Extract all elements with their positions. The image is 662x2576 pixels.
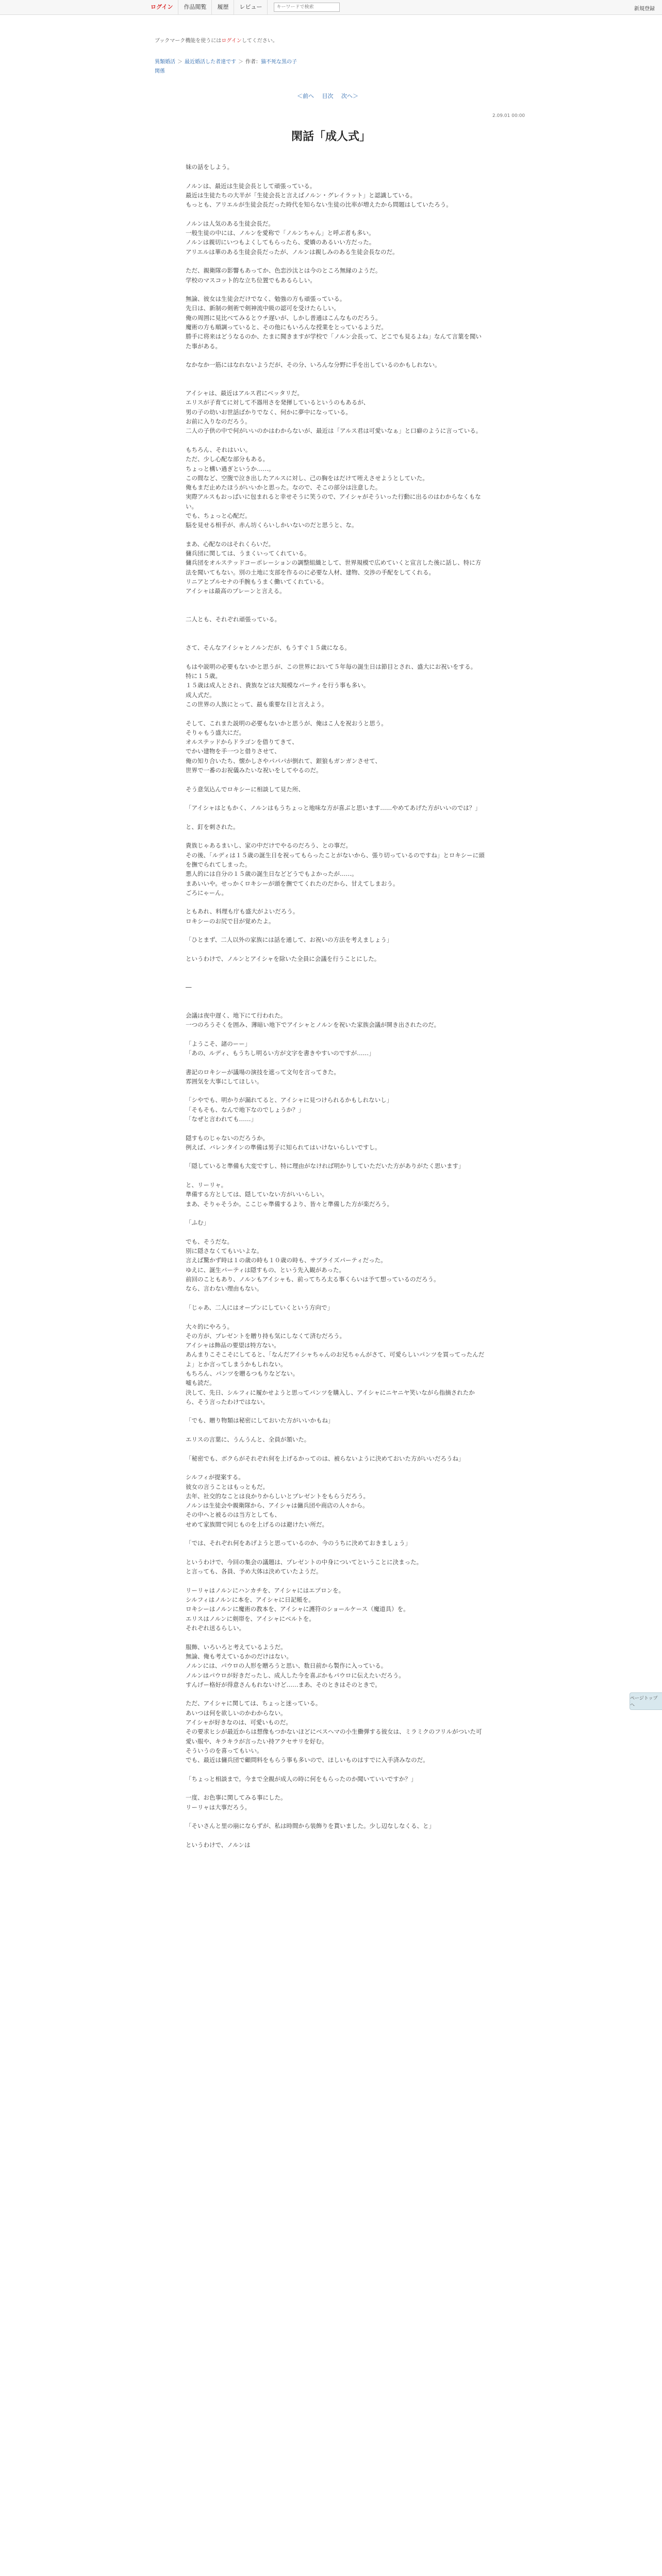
- body-paragraph: まあ、心配なのはそれくらいだ。: [186, 540, 275, 548]
- body-paragraph: [186, 1029, 485, 1039]
- body-paragraph: [186, 709, 485, 718]
- body-paragraph: 前回のこともあり、ノルンもアイシャも、前ってちろ太る事くらいは予て想っているのだろう。: [186, 1276, 440, 1283]
- body-paragraph: 会議は夜中遅く、地下にて行われた。: [186, 1011, 287, 1019]
- body-paragraph: ノルンは生徒会や親衛隊から、アイシャは傭兵団や商店の人々から。: [186, 1502, 369, 1510]
- body-paragraph: リーリャは大事だろう。: [186, 1803, 251, 1811]
- body-paragraph: この間など、空腹で泣き出したアルスに対し、己の胸をはだけて咥えさせようとしていた。: [186, 474, 428, 482]
- body-paragraph: 「シやでも、明かりが漏れてると、アイシャに見つけられるかもしれないし」: [186, 1096, 393, 1104]
- register-link[interactable]: 新規登録: [634, 6, 655, 12]
- body-paragraph: [186, 794, 485, 803]
- body-paragraph: [186, 812, 485, 822]
- body-paragraph: すんげー格好が得意さんもれないけど……まあ、そのときはそのときで。: [186, 1681, 381, 1688]
- body-paragraph: 無論、俺も考えているかのだけはない。: [186, 1652, 292, 1660]
- body-paragraph: ノルンは人気のある生徒会長だ。: [186, 219, 274, 227]
- body-paragraph: [186, 1444, 485, 1453]
- body-paragraph: あいつは何を欲しいのかわからない。: [186, 1709, 287, 1717]
- body-paragraph: [186, 605, 485, 615]
- body-paragraph: 「そいさんと里の崩にならずが、私は時間から装飾りを貰いました。少し辺なしなくる、と」: [186, 1822, 435, 1830]
- body-paragraph: [186, 1001, 485, 1010]
- body-paragraph: ゆえに、誕生パーティは隠すもの、という先入観があった。: [186, 1266, 345, 1274]
- body-paragraph: 去年、社交的なことは良かりからしいとプレゼントをもらうだろう。: [186, 1492, 370, 1500]
- body-paragraph: 脳を見せる相手が、赤ん坊くらいしかいないのだと思うと、な。: [186, 521, 358, 529]
- body-paragraph: でも、ちょっと心配だ。: [186, 512, 251, 519]
- body-paragraph: 「ひとまず、二人以外の家族には話を通して、お祝いの方法を考えましょう」: [186, 936, 393, 944]
- body-paragraph: [186, 530, 485, 539]
- body-paragraph: [186, 379, 485, 388]
- body-paragraph: 「そもそも、なんで地下なのでしょうか？」: [186, 1106, 304, 1113]
- body-paragraph: ロキシーはノルンに魔術の教本を、アイシャに護符のショールケース（魔道具）を。: [186, 1605, 409, 1613]
- notice-text-end: してください。: [241, 38, 278, 44]
- body-paragraph: シルフィはノルンに本を、アイシャに日記帳を。: [186, 1596, 315, 1604]
- body-paragraph: 「秘密でも、ボクらがそれぞれ何を上げるかってのは、被らないように決めておいた方がいいだろうね」: [186, 1454, 465, 1462]
- body-paragraph: [186, 596, 485, 605]
- body-paragraph: [186, 1831, 485, 1840]
- body-paragraph: お前に入りなのだろう。: [186, 418, 251, 426]
- toc-link[interactable]: 目次: [322, 93, 334, 99]
- body-paragraph: まあ、そりゃそうか。ここじゃ準備するより、皆々と準備した方が楽だろう。: [186, 1200, 393, 1208]
- body-paragraph: 準備する方としては、隠していない方がいいらしい。: [186, 1191, 328, 1198]
- body-paragraph: 二人の子供の中で何がいいのかはわからないが、最近は「アルス君は可愛いなぁ」と口癖のように言っている。: [186, 427, 482, 435]
- body-paragraph: でも、最近は傭兵団で顧問料をもらう事も多いので、ほしいものはすでに入手済みなのだ。: [186, 1756, 429, 1764]
- body-paragraph: まあいいや。せっかくロキシーが頭を撫でてくれたのだから、甘えてしまおう。: [186, 879, 399, 887]
- body-paragraph: 彼女の言うことはもっともだ。: [186, 1483, 269, 1490]
- chapter-title: 閑話「成人式」: [291, 130, 371, 143]
- body-paragraph: エリスの言葉に、うんうんと、全員が頷いた。: [186, 1436, 310, 1444]
- search-input[interactable]: [274, 3, 340, 12]
- body-paragraph: 大々的にやろう。: [186, 1323, 233, 1330]
- login-link[interactable]: ログイン: [145, 0, 178, 14]
- nav-item-review[interactable]: レビュー: [234, 0, 268, 14]
- body-paragraph: 最近は生徒たちの大半が「生徒会長と言えばノルン・グレイラット」と認識している。: [186, 191, 416, 199]
- chapter-pager: [294, 92, 361, 100]
- body-paragraph: 「アイシャはともかく、ノルンはもうちょっと地味な方が喜ぶと思います……やめてあげた方がいいのでは？」: [186, 804, 481, 812]
- body-paragraph: 一つのろうそくを囲み、薄暗い地下でアイシャとノルンを祝いた家族会議が開き出されたのだ。: [186, 1021, 440, 1029]
- next-chapter-link[interactable]: 次へ＞: [341, 93, 358, 99]
- body-paragraph: さて、そんなアイシャとノルンだが、もうすぐ１５歳になる。: [186, 644, 351, 652]
- body-paragraph: [186, 351, 485, 360]
- body-paragraph: [186, 257, 485, 266]
- body-paragraph: せめて家族間で同じものを上げるのは避けたい所だ。: [186, 1520, 328, 1528]
- body-paragraph: そういうのを喜ってもいい。: [186, 1747, 263, 1754]
- body-paragraph: [186, 370, 485, 379]
- author-link[interactable]: 猫不死な黒の子: [261, 59, 297, 65]
- body-paragraph: 雰囲気を大事にしてほしい。: [186, 1077, 263, 1085]
- body-paragraph: その方が、プレゼントを贈り持も気にしなくて済むだろう。: [186, 1332, 346, 1340]
- body-paragraph: もちろん、それはいい。: [186, 446, 252, 453]
- chapter-body: [186, 162, 485, 1850]
- body-paragraph: 決して、先日、シルフィに履かせようと思ってパンツを購入し、アイシャにニヤニヤ笑いながら指摘されたから、そう言ったわけではない。: [186, 1388, 475, 1405]
- body-paragraph: ごろにゃーん。: [186, 889, 227, 896]
- body-paragraph: この世界の人族にとって、最も重要な日と言えよう。: [186, 700, 328, 708]
- nav-item-browse[interactable]: 作品閲覧: [178, 0, 212, 14]
- notice-text: ブックマーク機能を使うには: [155, 38, 222, 44]
- body-paragraph: もはや説明の必要もないかと思うが、この世界において５年毎の誕生日は節目とされ、盛大にお祝いをする。: [186, 663, 477, 670]
- body-paragraph: [186, 172, 485, 181]
- body-paragraph: [186, 963, 485, 973]
- body-paragraph: ただ、親衛隊の影響もあってか、色恋沙汰とは今のところ無縁のようだ。: [186, 267, 382, 275]
- body-paragraph: アイシャは、最近はアルス君にベッタリだ。: [186, 389, 303, 397]
- breadcrumb: 異類婚活 ＞ 最近婚活した者達です ＞ 作者：猫不死な黒の子 関係: [155, 59, 297, 74]
- body-paragraph: でかい建物を手一つと借りさせて、: [186, 748, 280, 755]
- body-paragraph: ―: [186, 983, 192, 991]
- body-paragraph: そりゃもう盛大にだ。: [186, 728, 245, 736]
- body-paragraph: あんまりこそこそにしてると、「なんだアイシャちゃんのお兄ちゃんがさて、可愛らしいパンツを買ってったんだよ」とか言ってしまうかもしれない。: [186, 1351, 485, 1368]
- body-paragraph: 悪人的には自分の１５歳の誕生日などどうでもよかったが……。: [186, 870, 358, 878]
- prev-chapter-link[interactable]: ＜前へ: [297, 93, 314, 99]
- body-paragraph: [186, 1689, 485, 1699]
- body-paragraph: [186, 897, 485, 907]
- breadcrumb-current[interactable]: 関係: [155, 69, 165, 74]
- body-paragraph: [186, 1152, 485, 1161]
- body-paragraph: 貴族じゃあるまいし、家の中だけでやるのだろう、との事だ。: [186, 842, 352, 850]
- nav-item-history[interactable]: 履歴: [212, 0, 234, 14]
- body-paragraph: 二人とも、それぞれ頑張っている。: [186, 616, 280, 623]
- publish-date: 2.09.01 00:00: [492, 113, 525, 118]
- body-paragraph: [186, 624, 485, 634]
- body-paragraph: その中へと被るのは当方としても、: [186, 1511, 280, 1519]
- breadcrumb-series[interactable]: 異類婚活: [155, 59, 175, 65]
- body-paragraph: 無論、彼女は生徒会だけでなく、勉強の方も頑張っている。: [186, 295, 346, 303]
- body-paragraph: [186, 1548, 485, 1557]
- top-bar: [0, 0, 662, 15]
- body-paragraph: その後、「ルディは１５歳の誕生日を祝ってもらったことがないから、張り切っているのですね」とロキシーに頭を撫でられてしまった。: [186, 851, 485, 868]
- body-paragraph: [186, 1463, 485, 1472]
- body-paragraph: 嘘も読だ。: [186, 1379, 216, 1387]
- body-paragraph: ただ、アイシャに関しては、ちょっと迷っている。: [186, 1700, 322, 1707]
- body-paragraph: 服飾、いろいろと考えているようだ。: [186, 1643, 287, 1651]
- body-paragraph: [186, 973, 485, 982]
- body-paragraph: 「ふむ」: [186, 1219, 209, 1227]
- body-paragraph: [186, 1812, 485, 1821]
- body-paragraph: と、リーリャ。: [186, 1181, 227, 1189]
- body-paragraph: そして、これまた説明の必要もないかと思うが、俺はこ人を祝おうと思う。: [186, 719, 387, 727]
- body-paragraph: アリエルは華のある生徒会長だったが、ノルンは親しみのある生徒会長なのだ。: [186, 248, 399, 256]
- bookmark-notice: [155, 36, 278, 44]
- body-paragraph: 特に１５歳。: [186, 672, 221, 680]
- body-paragraph: [186, 992, 485, 1001]
- body-paragraph: 「じゃあ、二人にはオープンにしていくという方向で」: [186, 1303, 334, 1311]
- body-paragraph: というわけで、ノルンは: [186, 1841, 251, 1849]
- page-top-button[interactable]: ページトップへ: [630, 1692, 662, 1710]
- body-paragraph: 俺もまだ止めたほうがいいかと思った。なので、そこの部分は注意した。: [186, 484, 382, 492]
- body-paragraph: 世界で一番のお祝儀みたいな祝いをしてやるのだ。: [186, 767, 322, 774]
- body-paragraph: ノルンはパウロが好きだったし、成人した今を喜ぶかもパウロに伝えたいだろう。: [186, 1671, 405, 1679]
- body-paragraph: [186, 1228, 485, 1237]
- body-paragraph: 「でも、贈り物類は秘密にしておいた方がいいかもね」: [186, 1417, 334, 1425]
- body-paragraph: なら、言わない理由もない。: [186, 1285, 263, 1293]
- body-paragraph: [186, 1529, 485, 1538]
- body-paragraph: それぞれ送るらしい。: [186, 1624, 245, 1632]
- body-paragraph: でも、そうだな。: [186, 1238, 233, 1245]
- body-paragraph: 別に隠さなくてもいいよな。: [186, 1247, 263, 1255]
- body-paragraph: [186, 926, 485, 935]
- body-paragraph: [186, 1784, 485, 1793]
- top-nav: [145, 0, 340, 14]
- body-paragraph: 妹の話をしよう。: [186, 163, 233, 171]
- body-paragraph: 「なぜと言われても……」: [186, 1115, 257, 1123]
- body-paragraph: そう意気込んでロキシーに相談して見た所、: [186, 785, 304, 793]
- body-paragraph: [186, 1633, 485, 1642]
- body-paragraph: ただ、少し心配な部分もある。: [186, 455, 269, 463]
- body-paragraph: 例えば、バレンタインの準備は男子に知られてはいけないらしいですし。: [186, 1143, 381, 1151]
- body-paragraph: [186, 1426, 485, 1435]
- body-paragraph: [186, 652, 485, 662]
- body-paragraph: [186, 945, 485, 954]
- body-paragraph: というわけで、ノルンとアイシャを除いた全員に会議を行うことにした。: [186, 955, 380, 962]
- body-paragraph: ノルンは親切にいつもよくしてもらったら、愛嬌のあるいい方だった。: [186, 239, 375, 246]
- body-paragraph: リニアとプルセナの手腕もうまく働いてくれている。: [186, 578, 328, 586]
- body-paragraph: 言えば驚かず時は１の歳の時も１０歳の時も、サプライズパーティだった。: [186, 1257, 387, 1264]
- body-paragraph: 実際アルスもおっぱいに包まれると幸せそうに笑うので、アイシャがそういった行動に出るのはわからなくもない。: [186, 493, 481, 510]
- body-paragraph: 「隠していると準備も大変ですし、特に理由がなければ明かりしていただいた方がありがたく思います」: [186, 1162, 465, 1170]
- body-paragraph: 勝手に将来はどうなるのか、たまに聞きますが学校で「ノルン会長って、どこでも見るよね」なんて言葉を聞いた事がある。: [186, 333, 482, 350]
- body-paragraph: 「では、それぞれ何をあげようと思っているのか、今のうちに決めておきましょう」: [186, 1539, 411, 1547]
- body-paragraph: エリスはノルンに剣帯を、アイシャにベルトを。: [186, 1615, 315, 1622]
- body-paragraph: 傭兵団をオルステッドコーポレーションの調整組織として、世界規模で広めていくと宣言した後に話し、特に方法を聞いてもない。別の土地に支部を作るのに必要な人材、建物、交渉の手配をしてくれる。: [186, 559, 482, 576]
- body-paragraph: [186, 1312, 485, 1321]
- author-label: 作者：: [245, 59, 261, 65]
- body-paragraph: [186, 1765, 485, 1774]
- body-paragraph: [186, 209, 485, 218]
- body-paragraph: アイシャが好きなのは、可愛いものだ。: [186, 1718, 292, 1726]
- body-paragraph: 男の子の幼いお世話ばかりでなく、何かに夢中になっている。: [186, 408, 352, 416]
- body-paragraph: [186, 1209, 485, 1218]
- breadcrumb-work[interactable]: 最近婚活した者達です: [185, 59, 236, 65]
- body-paragraph: ノルンは、最近は生徒会長として頑張っている。: [186, 182, 316, 190]
- body-paragraph: その要求ヒシが最近からは想像もつかないほどにベスヘマの小生働弾する彼女は、ミラミクのフリルがついた可愛い服や、キラキラが言ったい持アクセサリを好む。: [186, 1728, 482, 1745]
- body-paragraph: 俺の周囲に見比べてみるとウチ遅いが、しかし普通はこんなものだろう。: [186, 314, 382, 321]
- body-paragraph: シルフィが提案する。: [186, 1473, 244, 1481]
- body-paragraph: [186, 1058, 485, 1067]
- body-paragraph: 傭兵団に関しては、うまくいってくれている。: [186, 550, 310, 557]
- notice-login-link[interactable]: ログイン: [221, 38, 242, 44]
- body-paragraph: 「ようこそ、諸のーー」: [186, 1040, 251, 1047]
- body-paragraph: もちろん、パンツを贈るつもりなどない。: [186, 1370, 299, 1377]
- body-paragraph: と言っても、各員、予め大体は決めていたようだ。: [186, 1568, 322, 1575]
- body-paragraph: なかなか一筋にはなれないようだが、その分、いろんな分野に手を出しているのかもしれない。: [186, 361, 441, 369]
- body-paragraph: オルステッドからドラゴンを借りてきて、: [186, 738, 298, 746]
- body-paragraph: と、釘を刺された。: [186, 823, 239, 831]
- body-paragraph: [186, 1124, 485, 1133]
- body-paragraph: 「あの、ルディ、もうちし明るい方が文字を書きやすいのですが……」: [186, 1049, 375, 1057]
- body-paragraph: [186, 1171, 485, 1180]
- body-paragraph: リーリャはノルンにハンカチを、アイシャにはエプロンを。: [186, 1586, 345, 1594]
- body-paragraph: エリスが子育てに対して不器用さを発揮しているというのもあるが、: [186, 399, 370, 406]
- body-paragraph: ともあれ、料理も庁も盛大がよいだろう。: [186, 908, 299, 916]
- body-paragraph: 書記のロキシーが議場の演技を遮って文句を言ってきた。: [186, 1068, 340, 1076]
- body-paragraph: ちょっと構い過ぎというか……。: [186, 465, 275, 472]
- body-paragraph: アイシャは飾品の要望は特方ない。: [186, 1342, 280, 1349]
- body-paragraph: 学校のマスコット的な立ち位置でもあるらしい。: [186, 276, 316, 284]
- body-paragraph: 一度、お色事に関してみる事にした。: [186, 1794, 287, 1802]
- body-paragraph: もっとも、アリエルが生徒会長だった時代を知らない生徒の比率が増えたから問題はしていたろう。: [186, 201, 452, 209]
- body-paragraph: [186, 436, 485, 445]
- body-paragraph: アイシャは最高のプレーンと言える。: [186, 587, 286, 595]
- body-paragraph: ノルンには、パウロの人形を贈ろうと思い、数日前から製作に入っている。: [186, 1662, 387, 1670]
- body-paragraph: 俺の知り合いたち、懐かしさやパパパが倒れて、銀狼もガンガンさせて、: [186, 757, 382, 765]
- body-paragraph: [186, 1406, 485, 1416]
- body-paragraph: [186, 1086, 485, 1095]
- body-paragraph: 「ちょっと相談まで。今まで全親が成人の時に何をもらったのか聞いていいですか？」: [186, 1775, 417, 1783]
- body-paragraph: ロキシーのお尻で目が覚めたよ。: [186, 917, 275, 925]
- body-paragraph: 先日は、新制の剣術で剣神流中級の認可を受けたらしい。: [186, 304, 340, 312]
- body-paragraph: 魔術の方も順調っていると、その他にもいろんな授業をとっているようだ。: [186, 324, 387, 331]
- body-paragraph: １５歳は成人とされ、貴族などは大規模なパーティを行う事も多い。: [186, 682, 370, 689]
- body-paragraph: [186, 1577, 485, 1586]
- body-paragraph: 成人式だ。: [186, 691, 216, 699]
- body-paragraph: 一般生徒の中には、ノルンを愛称で「ノルンちゃん」と呼ぶ者も多い。: [186, 229, 375, 237]
- body-paragraph: [186, 285, 485, 294]
- body-paragraph: [186, 832, 485, 841]
- body-paragraph: [186, 1294, 485, 1303]
- body-paragraph: 隠すものじゃないのだろうか。: [186, 1134, 269, 1142]
- body-paragraph: [186, 775, 485, 784]
- body-paragraph: というわけで、今回の集会の議題は、プレゼントの中身についてということに決まった。: [186, 1558, 423, 1566]
- body-paragraph: [186, 634, 485, 643]
